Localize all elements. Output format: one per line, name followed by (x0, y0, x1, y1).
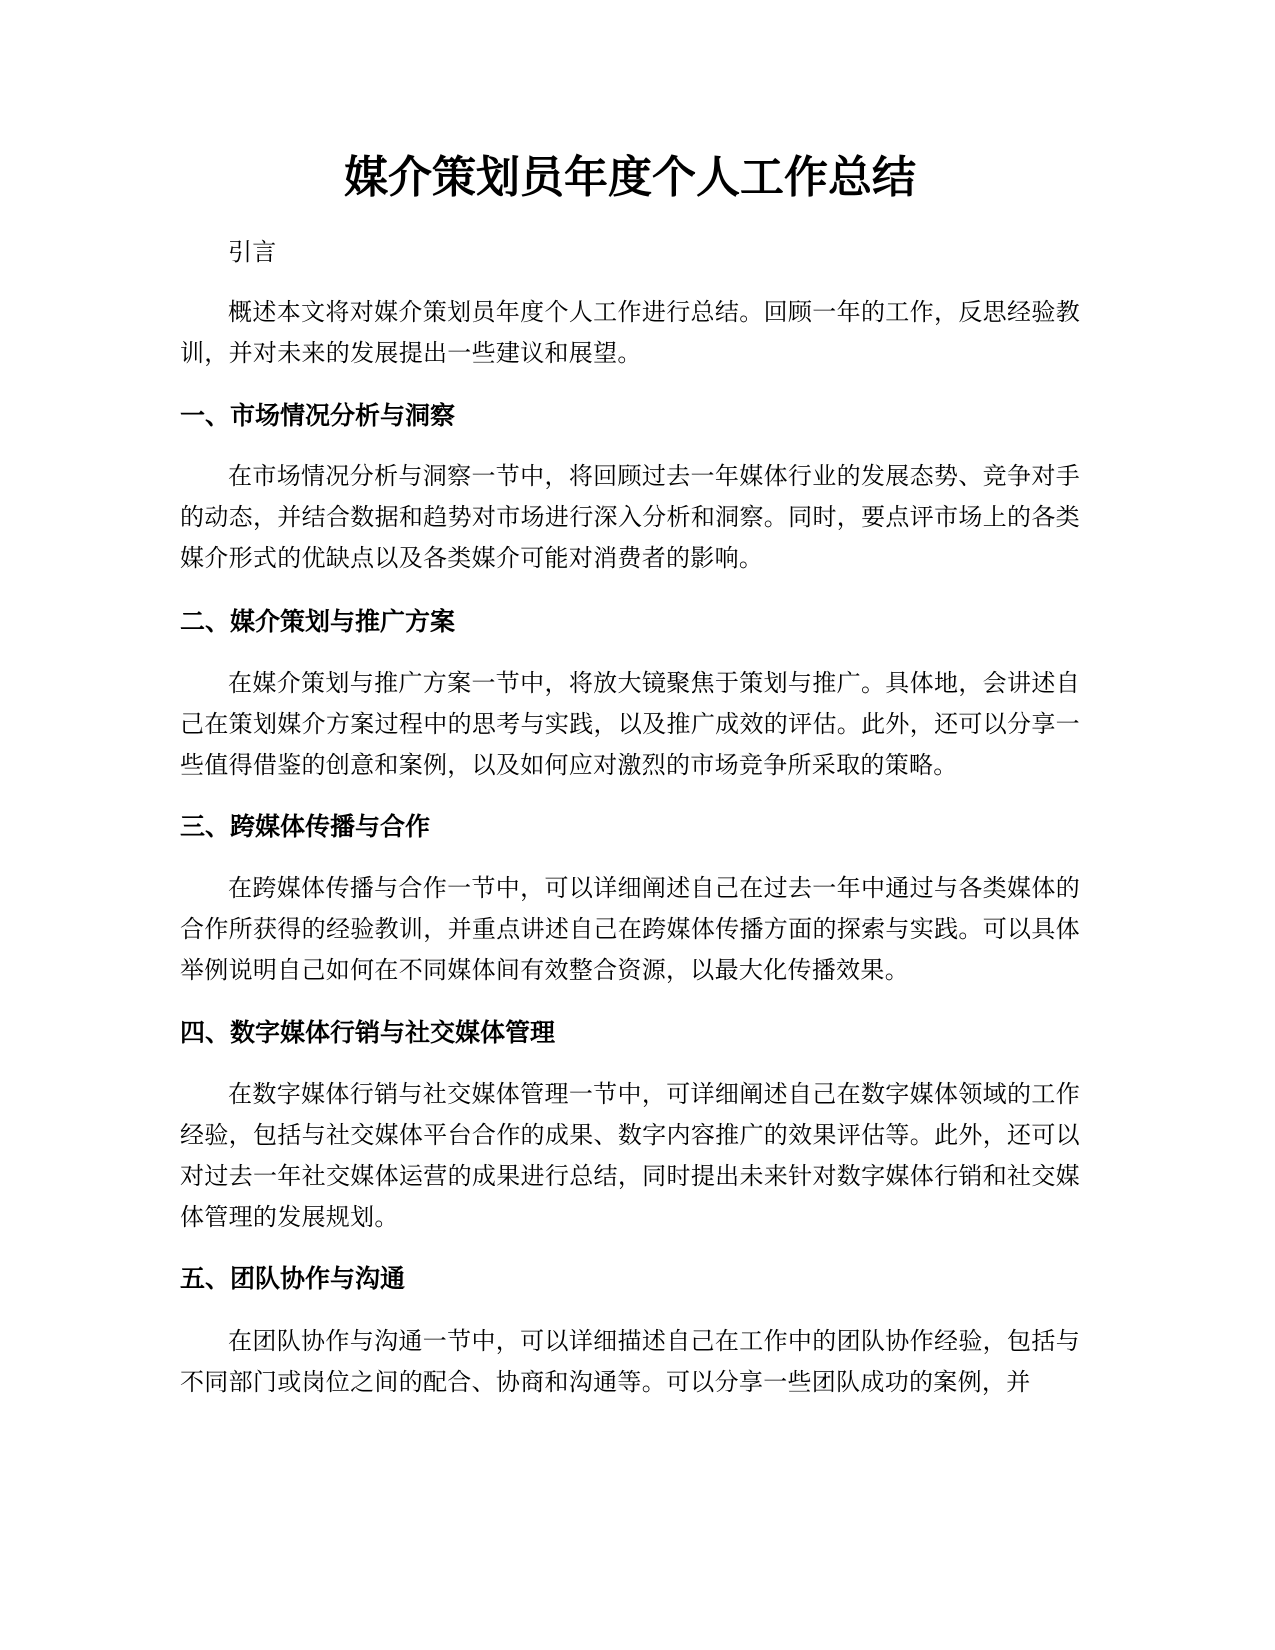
section-5-body: 在团队协作与沟通一节中，可以详细描述自己在工作中的团队协作经验，包括与不同部门或岗位之间的配合、协商和沟通等。可以分享一些团队成功的案例，并 (180, 1327, 1080, 1396)
section-4-heading: 四、数字媒体行销与社交媒体管理 (180, 1018, 556, 1047)
document-title: 媒介策划员年度个人工作总结 (344, 152, 916, 203)
section-2-heading: 二、媒介策划与推广方案 (180, 607, 456, 636)
section-5-heading: 五、团队协作与沟通 (180, 1264, 406, 1293)
section-4-body: 在数字媒体行销与社交媒体管理一节中，可详细阐述自己在数字媒体领域的工作经验，包括与社交媒体平台合作的成果、数字内容推广的效果评估等。此外，还可以对过去一年社交媒体运营的成果进行总结，同时提出未来针对数字媒体行销和社交媒体管理的发展规划。 (180, 1080, 1080, 1231)
section-1-body: 在市场情况分析与洞察一节中，将回顾过去一年媒体行业的发展态势、竞争对手的动态，并结合数据和趋势对市场进行深入分析和洞察。同时，要点评市场上的各类媒介形式的优缺点以及各类媒介可能对消费者的影响。 (180, 462, 1080, 572)
section-2-body: 在媒介策划与推广方案一节中，将放大镜聚焦于策划与推广。具体地，会讲述自己在策划媒介方案过程中的思考与实践，以及推广成效的评估。此外，还可以分享一些值得借鉴的创意和案例，以及如何应对激烈的市场竞争所采取的策略。 (180, 669, 1080, 779)
intro-label: 引言 (228, 238, 277, 266)
section-3-body: 在跨媒体传播与合作一节中，可以详细阐述自己在过去一年中通过与各类媒体的合作所获得的经验教训，并重点讲述自己在跨媒体传播方面的探索与实践。可以具体举例说明自己如何在不同媒体间有效整合资源，以最大化传播效果。 (180, 874, 1080, 984)
intro-paragraph: 概述本文将对媒介策划员年度个人工作进行总结。回顾一年的工作，反思经验教训，并对未来的发展提出一些建议和展望。 (180, 298, 1080, 367)
section-3-heading: 三、跨媒体传播与合作 (180, 812, 431, 841)
section-1-heading: 一、市场情况分析与洞察 (180, 401, 456, 430)
